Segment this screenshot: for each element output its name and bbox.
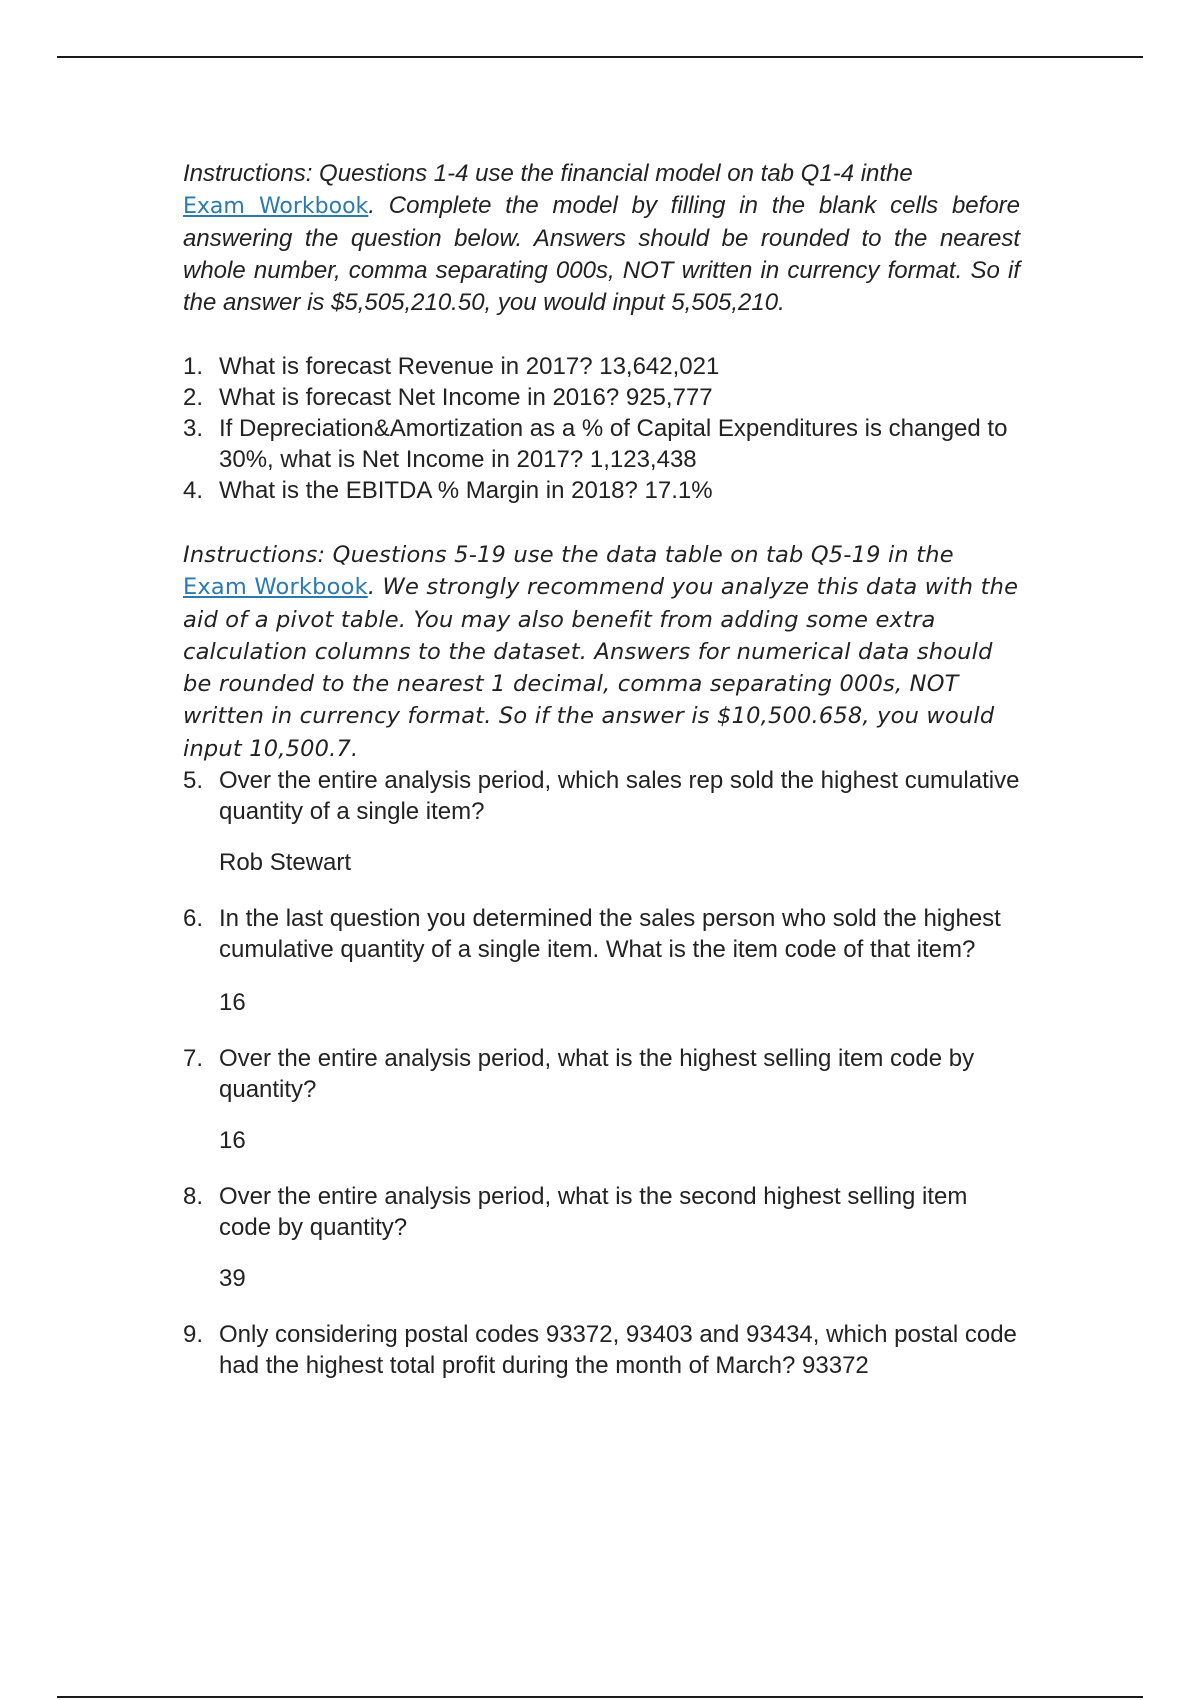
question-text: If Depreciation&Amortization as a % of Capital Expenditures is changed to 30%, what is Net Income in 2017? 1,123,438 xyxy=(219,415,1008,473)
question-4 xyxy=(183,475,1020,506)
question-number: 4. xyxy=(183,477,204,504)
question-number: 3. xyxy=(183,415,204,442)
answer-8: 39 xyxy=(219,1265,246,1293)
question-number: 9. xyxy=(183,1321,204,1349)
section2-instructions-text-a: Instructions: Questions 5-19 use the data table on tab Q5-19 in the xyxy=(183,542,954,568)
exam-workbook-link-1[interactable]: Exam Workbook xyxy=(183,194,369,219)
question-1 xyxy=(183,351,1020,382)
question-text: What is forecast Revenue in 2017? 13,642,021 xyxy=(219,353,720,380)
section2 xyxy=(183,539,1020,1381)
question-number: 8. xyxy=(183,1183,204,1211)
section1-instructions-text-a: Instructions: Questions 1-4 use the financial model on tab Q1-4 inthe xyxy=(183,160,913,187)
section2-instructions xyxy=(183,539,1020,765)
question-text: Over the entire analysis period, which sales rep sold the highest cumulative quantity of a single item? xyxy=(219,767,1020,826)
question-text: Over the entire analysis period, what is the second highest selling item code by quantity? xyxy=(219,1183,968,1242)
question-text: Only considering postal codes 93372, 93403 and 93434, which postal code had the highest total profit during the month of March? 93372 xyxy=(219,1321,1017,1380)
section1-instructions-text-b: . Complete the model by filling in the blank cells before answering the question below. Answers should be rounded to the nearest whole number, comma separating 000s, NOT written in currency format. So if the answer is $5,505,210.50, you would input 5,505,210. xyxy=(183,192,1021,316)
question-7 xyxy=(183,1043,1020,1156)
question-number: 6. xyxy=(183,905,204,933)
question-text: In the last question you determined the sales person who sold the highest cumulative quantity of a single item. What is the item code of that item? xyxy=(219,905,1001,964)
question-text: What is the EBITDA % Margin in 2018? 17.1% xyxy=(219,477,713,504)
section2-instructions-text-b: . We strongly recommend you analyze this data with the aid of a pivot table. You may also benefit from adding some extra calculation columns to the dataset. Answers for numerical data should be rounded to the nearest 1 decimal, comma separating 000s, NOT written in currency format. So if the answer is $10,500.658, you would input 10,500.7. xyxy=(183,574,1019,762)
question-list-5-9 xyxy=(183,765,1020,1381)
exam-workbook-link-2[interactable]: Exam Workbook xyxy=(183,574,368,601)
answer-5: Rob Stewart xyxy=(219,849,352,877)
section1-instructions xyxy=(183,158,1020,319)
question-number: 7. xyxy=(183,1045,204,1073)
question-number: 1. xyxy=(183,353,204,380)
document-body xyxy=(183,158,1020,1381)
question-text: What is forecast Net Income in 2016? 925,777 xyxy=(219,384,713,411)
question-list-1-4 xyxy=(183,351,1020,506)
question-text: Over the entire analysis period, what is the highest selling item code by quantity? xyxy=(219,1045,975,1104)
question-9 xyxy=(183,1319,1020,1381)
bottom-rule xyxy=(57,1696,1143,1698)
answer-6: 16 xyxy=(219,989,246,1017)
question-2 xyxy=(183,382,1020,413)
question-3 xyxy=(183,413,1020,475)
question-8 xyxy=(183,1181,1020,1294)
question-number: 2. xyxy=(183,384,204,411)
answer-7: 16 xyxy=(219,1127,246,1155)
question-5 xyxy=(183,765,1020,878)
question-6 xyxy=(183,903,1020,1018)
top-rule xyxy=(57,56,1143,58)
question-number: 5. xyxy=(183,767,204,795)
